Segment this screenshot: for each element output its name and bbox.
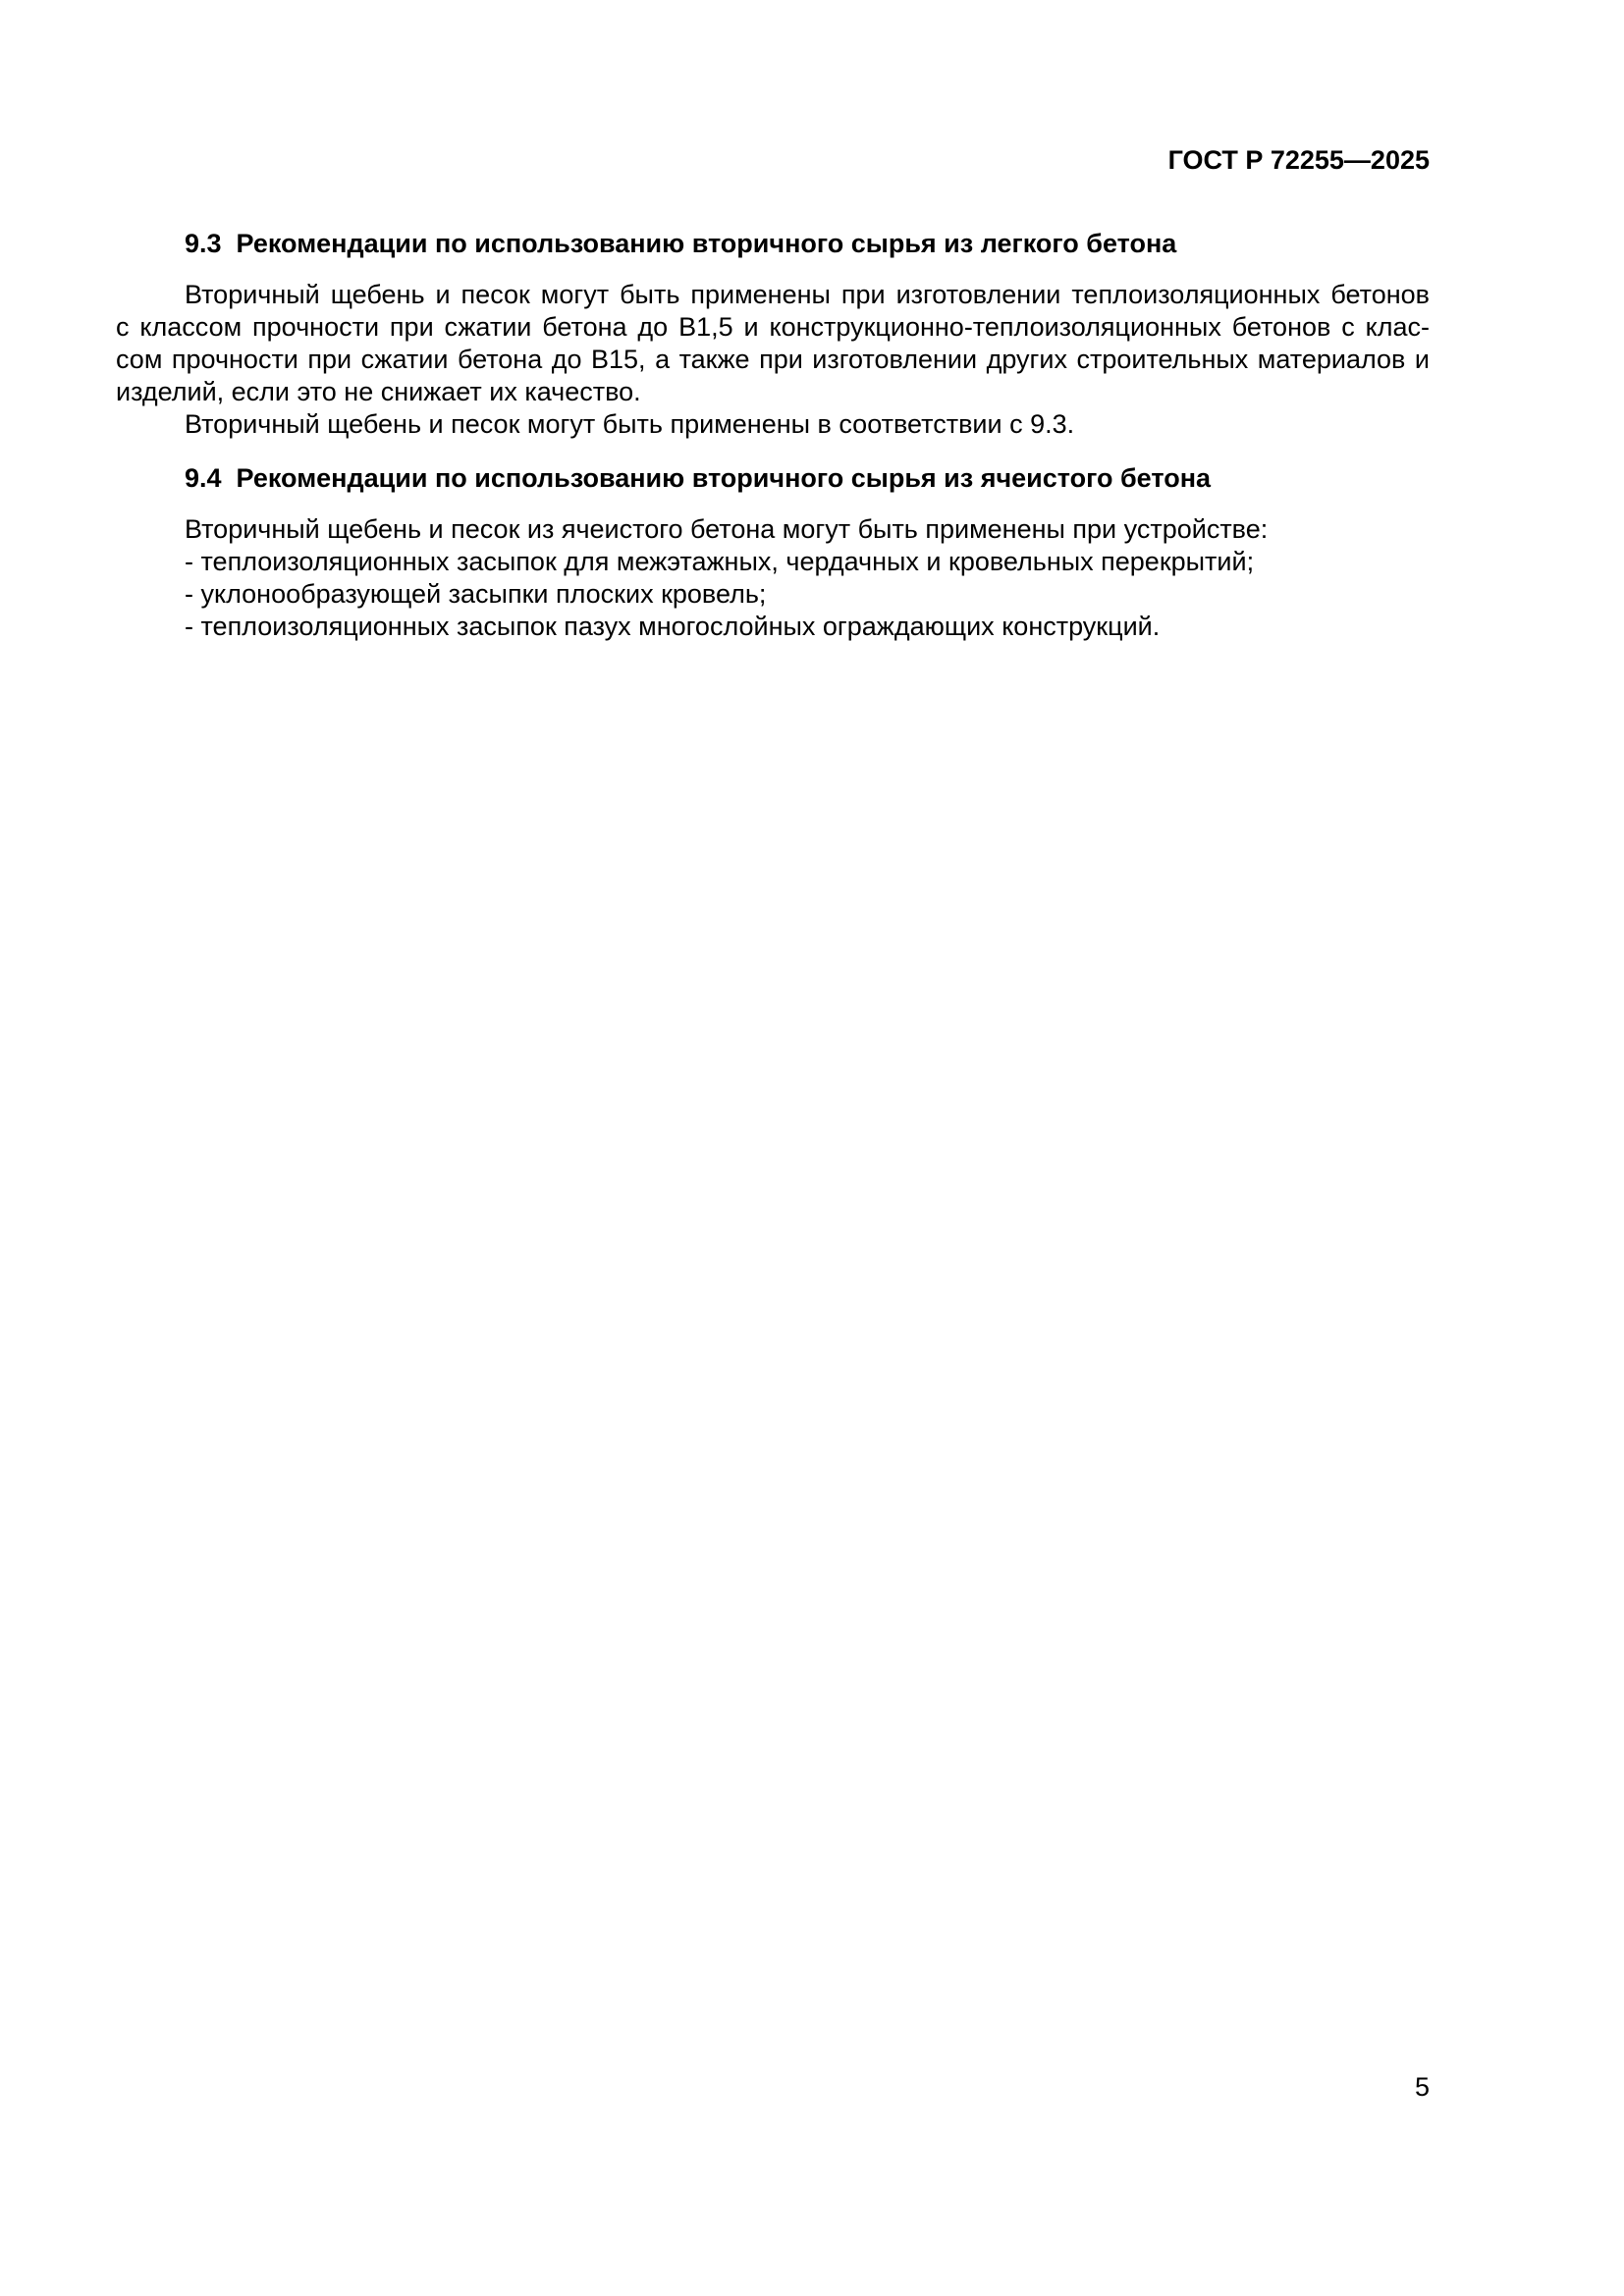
list-item: - теплоизоляционных засыпок для межэтажных, чердачных и кровельных перекрытий; (185, 547, 1255, 576)
list-item: - теплоизоляционных засыпок пазух многослойных ограждающих конструкций. (185, 612, 1161, 641)
paragraph-line: сом прочности при сжатии бетона до В15, а также при изготовлении других строительных материалов и (116, 345, 1430, 374)
section-9-4-title: Рекомендации по использованию вторичного сырья из ячеистого бетона (236, 463, 1212, 493)
section-9-4-heading (116, 462, 1498, 495)
page-number: 5 (1414, 2072, 1430, 2102)
section-9-4-paragraph (116, 513, 1430, 643)
section-9-3-paragraph (116, 279, 1430, 408)
section-9-3-heading (116, 228, 1498, 260)
paragraph-line: с классом прочности при сжатии бетона до В1,5 и конструкционно-теплоизоляционных бетонов с клас- (116, 312, 1430, 342)
doc-code-header: ГОСТ Р 72255—2025 (1167, 145, 1430, 175)
paragraph-line: изделий, если это не снижает их качество. (116, 377, 641, 406)
paragraph-line: Вторичный щебень и песок могут быть применены при изготовлении теплоизоляционных бетонов (185, 280, 1430, 309)
list-item: - уклонообразующей засыпки плоских кровель; (185, 579, 767, 609)
section-9-4-number: 9.4 (185, 463, 222, 493)
section-9-3-number: 9.3 (185, 229, 222, 258)
section-9-4-intro: Вторичный щебень и песок из ячеистого бетона могут быть применены при устройстве: (185, 514, 1269, 544)
section-9-3-title: Рекомендации по использованию вторичного сырья из легкого бетона (236, 229, 1177, 258)
section-9-3-note: Вторичный щебень и песок могут быть применены в соответствии с 9.3. (185, 409, 1075, 439)
